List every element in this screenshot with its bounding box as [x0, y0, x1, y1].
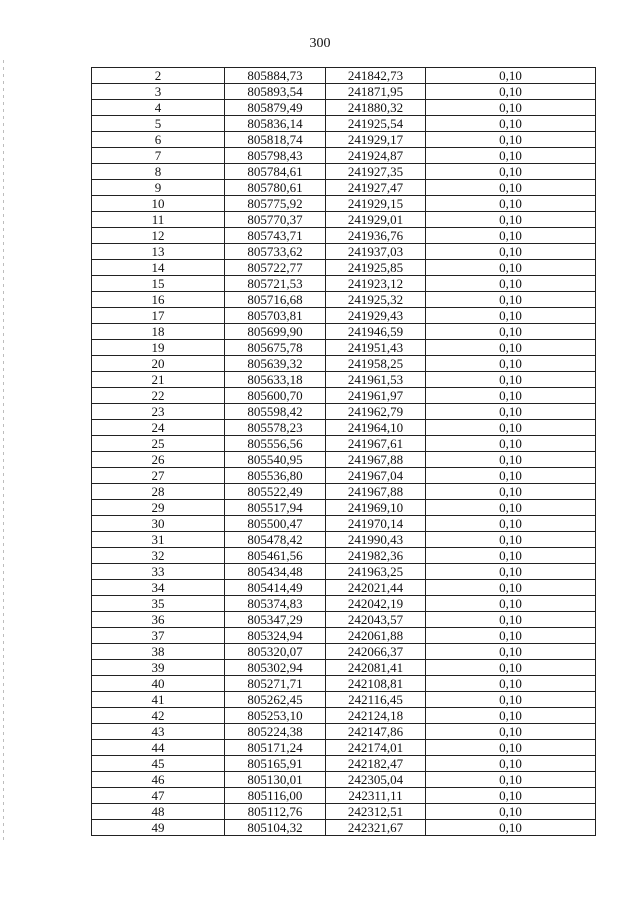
error-cell: 0,10 — [426, 772, 596, 788]
point-number-cell: 44 — [92, 740, 225, 756]
y-coordinate-cell: 242311,11 — [326, 788, 426, 804]
point-number-cell: 22 — [92, 388, 225, 404]
x-coordinate-cell: 805675,78 — [225, 340, 326, 356]
x-coordinate-cell: 805716,68 — [225, 292, 326, 308]
point-number-cell: 28 — [92, 484, 225, 500]
error-cell: 0,10 — [426, 564, 596, 580]
x-coordinate-cell: 805600,70 — [225, 388, 326, 404]
y-coordinate-cell: 242174,01 — [326, 740, 426, 756]
point-number-cell: 24 — [92, 420, 225, 436]
error-cell: 0,10 — [426, 500, 596, 516]
error-cell: 0,10 — [426, 68, 596, 84]
point-number-cell: 38 — [92, 644, 225, 660]
y-coordinate-cell: 241946,59 — [326, 324, 426, 340]
point-number-cell: 47 — [92, 788, 225, 804]
table-row — [92, 516, 596, 532]
y-coordinate-cell: 242042,19 — [326, 596, 426, 612]
x-coordinate-cell: 805171,24 — [225, 740, 326, 756]
error-cell: 0,10 — [426, 804, 596, 820]
x-coordinate-cell: 805818,74 — [225, 132, 326, 148]
error-cell: 0,10 — [426, 308, 596, 324]
error-cell: 0,10 — [426, 132, 596, 148]
y-coordinate-cell: 242305,04 — [326, 772, 426, 788]
y-coordinate-cell: 241958,25 — [326, 356, 426, 372]
table-row — [92, 276, 596, 292]
table-row — [92, 356, 596, 372]
table-row — [92, 772, 596, 788]
y-coordinate-cell: 242043,57 — [326, 612, 426, 628]
x-coordinate-cell: 805253,10 — [225, 708, 326, 724]
x-coordinate-cell: 805556,56 — [225, 436, 326, 452]
y-coordinate-cell: 242312,51 — [326, 804, 426, 820]
point-number-cell: 37 — [92, 628, 225, 644]
error-cell: 0,10 — [426, 484, 596, 500]
point-number-cell: 18 — [92, 324, 225, 340]
y-coordinate-cell: 241842,73 — [326, 68, 426, 84]
point-number-cell: 25 — [92, 436, 225, 452]
x-coordinate-cell: 805461,56 — [225, 548, 326, 564]
error-cell: 0,10 — [426, 644, 596, 660]
x-coordinate-cell: 805775,92 — [225, 196, 326, 212]
error-cell: 0,10 — [426, 84, 596, 100]
error-cell: 0,10 — [426, 452, 596, 468]
error-cell: 0,10 — [426, 228, 596, 244]
y-coordinate-cell: 241967,04 — [326, 468, 426, 484]
x-coordinate-cell: 805224,38 — [225, 724, 326, 740]
point-number-cell: 40 — [92, 676, 225, 692]
table-row — [92, 436, 596, 452]
x-coordinate-cell: 805798,43 — [225, 148, 326, 164]
point-number-cell: 9 — [92, 180, 225, 196]
y-coordinate-cell: 241871,95 — [326, 84, 426, 100]
error-cell: 0,10 — [426, 612, 596, 628]
error-cell: 0,10 — [426, 756, 596, 772]
table-row — [92, 420, 596, 436]
point-number-cell: 5 — [92, 116, 225, 132]
point-number-cell: 29 — [92, 500, 225, 516]
y-coordinate-cell: 241929,17 — [326, 132, 426, 148]
point-number-cell: 45 — [92, 756, 225, 772]
table-row — [92, 788, 596, 804]
table-row — [92, 644, 596, 660]
error-cell: 0,10 — [426, 628, 596, 644]
x-coordinate-cell: 805522,49 — [225, 484, 326, 500]
y-coordinate-cell: 241923,12 — [326, 276, 426, 292]
x-coordinate-cell: 805540,95 — [225, 452, 326, 468]
x-coordinate-cell: 805836,14 — [225, 116, 326, 132]
y-coordinate-cell: 241929,15 — [326, 196, 426, 212]
point-number-cell: 27 — [92, 468, 225, 484]
point-number-cell: 48 — [92, 804, 225, 820]
table-row — [92, 756, 596, 772]
point-number-cell: 33 — [92, 564, 225, 580]
table-row — [92, 676, 596, 692]
y-coordinate-cell: 242066,37 — [326, 644, 426, 660]
point-number-cell: 17 — [92, 308, 225, 324]
y-coordinate-cell: 242061,88 — [326, 628, 426, 644]
table-row — [92, 804, 596, 820]
table-row — [92, 244, 596, 260]
x-coordinate-cell: 805780,61 — [225, 180, 326, 196]
error-cell: 0,10 — [426, 516, 596, 532]
error-cell: 0,10 — [426, 820, 596, 836]
point-number-cell: 42 — [92, 708, 225, 724]
error-cell: 0,10 — [426, 676, 596, 692]
x-coordinate-cell: 805639,32 — [225, 356, 326, 372]
point-number-cell: 4 — [92, 100, 225, 116]
x-coordinate-cell: 805517,94 — [225, 500, 326, 516]
y-coordinate-cell: 241969,10 — [326, 500, 426, 516]
y-coordinate-cell: 242182,47 — [326, 756, 426, 772]
error-cell: 0,10 — [426, 196, 596, 212]
y-coordinate-cell: 242147,86 — [326, 724, 426, 740]
x-coordinate-cell: 805770,37 — [225, 212, 326, 228]
table-row — [92, 84, 596, 100]
table-row — [92, 820, 596, 836]
error-cell: 0,10 — [426, 212, 596, 228]
y-coordinate-cell: 242116,45 — [326, 692, 426, 708]
table-row — [92, 708, 596, 724]
y-coordinate-cell: 241951,43 — [326, 340, 426, 356]
point-number-cell: 20 — [92, 356, 225, 372]
y-coordinate-cell: 241963,25 — [326, 564, 426, 580]
x-coordinate-cell: 805104,32 — [225, 820, 326, 836]
error-cell: 0,10 — [426, 180, 596, 196]
table-row — [92, 228, 596, 244]
error-cell: 0,10 — [426, 596, 596, 612]
table-row — [92, 692, 596, 708]
error-cell: 0,10 — [426, 244, 596, 260]
error-cell: 0,10 — [426, 388, 596, 404]
point-number-cell: 39 — [92, 660, 225, 676]
y-coordinate-cell: 242081,41 — [326, 660, 426, 676]
error-cell: 0,10 — [426, 164, 596, 180]
y-coordinate-cell: 242108,81 — [326, 676, 426, 692]
y-coordinate-cell: 242124,18 — [326, 708, 426, 724]
error-cell: 0,10 — [426, 468, 596, 484]
point-number-cell: 2 — [92, 68, 225, 84]
y-coordinate-cell: 241929,43 — [326, 308, 426, 324]
x-coordinate-cell: 805478,42 — [225, 532, 326, 548]
x-coordinate-cell: 805598,42 — [225, 404, 326, 420]
y-coordinate-cell: 241964,10 — [326, 420, 426, 436]
y-coordinate-cell: 241925,54 — [326, 116, 426, 132]
y-coordinate-cell: 241925,32 — [326, 292, 426, 308]
error-cell: 0,10 — [426, 404, 596, 420]
table-row — [92, 308, 596, 324]
point-number-cell: 13 — [92, 244, 225, 260]
error-cell: 0,10 — [426, 708, 596, 724]
point-number-cell: 19 — [92, 340, 225, 356]
x-coordinate-cell: 805414,49 — [225, 580, 326, 596]
table-row — [92, 740, 596, 756]
table-row — [92, 580, 596, 596]
point-number-cell: 32 — [92, 548, 225, 564]
point-number-cell: 7 — [92, 148, 225, 164]
x-coordinate-cell: 805262,45 — [225, 692, 326, 708]
y-coordinate-cell: 241961,53 — [326, 372, 426, 388]
point-number-cell: 41 — [92, 692, 225, 708]
point-number-cell: 8 — [92, 164, 225, 180]
y-coordinate-cell: 241880,32 — [326, 100, 426, 116]
point-number-cell: 26 — [92, 452, 225, 468]
x-coordinate-cell: 805879,49 — [225, 100, 326, 116]
x-coordinate-cell: 805500,47 — [225, 516, 326, 532]
error-cell: 0,10 — [426, 788, 596, 804]
x-coordinate-cell: 805130,01 — [225, 772, 326, 788]
error-cell: 0,10 — [426, 116, 596, 132]
x-coordinate-cell: 805434,48 — [225, 564, 326, 580]
point-number-cell: 49 — [92, 820, 225, 836]
table-row — [92, 132, 596, 148]
error-cell: 0,10 — [426, 356, 596, 372]
y-coordinate-cell: 241927,47 — [326, 180, 426, 196]
table-row — [92, 116, 596, 132]
y-coordinate-cell: 242321,67 — [326, 820, 426, 836]
table-row — [92, 724, 596, 740]
error-cell: 0,10 — [426, 724, 596, 740]
table-row — [92, 164, 596, 180]
error-cell: 0,10 — [426, 260, 596, 276]
y-coordinate-cell: 241967,61 — [326, 436, 426, 452]
error-cell: 0,10 — [426, 340, 596, 356]
x-coordinate-cell: 805722,77 — [225, 260, 326, 276]
x-coordinate-cell: 805703,81 — [225, 308, 326, 324]
error-cell: 0,10 — [426, 580, 596, 596]
table-row — [92, 628, 596, 644]
x-coordinate-cell: 805893,54 — [225, 84, 326, 100]
error-cell: 0,10 — [426, 292, 596, 308]
x-coordinate-cell: 805112,76 — [225, 804, 326, 820]
error-cell: 0,10 — [426, 324, 596, 340]
scan-edge-mark — [3, 60, 4, 840]
point-number-cell: 12 — [92, 228, 225, 244]
table-row — [92, 260, 596, 276]
table-row — [92, 660, 596, 676]
table-row — [92, 148, 596, 164]
x-coordinate-cell: 805271,71 — [225, 676, 326, 692]
x-coordinate-cell: 805743,71 — [225, 228, 326, 244]
table-row — [92, 196, 596, 212]
x-coordinate-cell: 805116,00 — [225, 788, 326, 804]
error-cell: 0,10 — [426, 372, 596, 388]
table-row — [92, 564, 596, 580]
x-coordinate-cell: 805633,18 — [225, 372, 326, 388]
error-cell: 0,10 — [426, 420, 596, 436]
table-row — [92, 452, 596, 468]
error-cell: 0,10 — [426, 148, 596, 164]
x-coordinate-cell: 805721,53 — [225, 276, 326, 292]
x-coordinate-cell: 805699,90 — [225, 324, 326, 340]
x-coordinate-cell: 805784,61 — [225, 164, 326, 180]
y-coordinate-cell: 241924,87 — [326, 148, 426, 164]
x-coordinate-cell: 805578,23 — [225, 420, 326, 436]
y-coordinate-cell: 241970,14 — [326, 516, 426, 532]
y-coordinate-cell: 241927,35 — [326, 164, 426, 180]
y-coordinate-cell: 241990,43 — [326, 532, 426, 548]
table-row — [92, 484, 596, 500]
point-number-cell: 23 — [92, 404, 225, 420]
x-coordinate-cell: 805165,91 — [225, 756, 326, 772]
y-coordinate-cell: 241961,97 — [326, 388, 426, 404]
coordinates-table-body — [92, 68, 596, 836]
table-row — [92, 324, 596, 340]
x-coordinate-cell: 805733,62 — [225, 244, 326, 260]
table-row — [92, 180, 596, 196]
table-row — [92, 468, 596, 484]
x-coordinate-cell: 805324,94 — [225, 628, 326, 644]
table-row — [92, 532, 596, 548]
y-coordinate-cell: 241929,01 — [326, 212, 426, 228]
point-number-cell: 30 — [92, 516, 225, 532]
point-number-cell: 35 — [92, 596, 225, 612]
error-cell: 0,10 — [426, 436, 596, 452]
x-coordinate-cell: 805347,29 — [225, 612, 326, 628]
point-number-cell: 31 — [92, 532, 225, 548]
point-number-cell: 43 — [92, 724, 225, 740]
y-coordinate-cell: 241936,76 — [326, 228, 426, 244]
error-cell: 0,10 — [426, 548, 596, 564]
point-number-cell: 34 — [92, 580, 225, 596]
point-number-cell: 6 — [92, 132, 225, 148]
table-row — [92, 404, 596, 420]
error-cell: 0,10 — [426, 532, 596, 548]
x-coordinate-cell: 805320,07 — [225, 644, 326, 660]
point-number-cell: 15 — [92, 276, 225, 292]
y-coordinate-cell: 241967,88 — [326, 484, 426, 500]
y-coordinate-cell: 241937,03 — [326, 244, 426, 260]
point-number-cell: 21 — [92, 372, 225, 388]
point-number-cell: 14 — [92, 260, 225, 276]
y-coordinate-cell: 241982,36 — [326, 548, 426, 564]
table-row — [92, 68, 596, 84]
table-row — [92, 372, 596, 388]
error-cell: 0,10 — [426, 660, 596, 676]
y-coordinate-cell: 242021,44 — [326, 580, 426, 596]
table-row — [92, 100, 596, 116]
point-number-cell: 46 — [92, 772, 225, 788]
point-number-cell: 36 — [92, 612, 225, 628]
y-coordinate-cell: 241925,85 — [326, 260, 426, 276]
table-row — [92, 388, 596, 404]
error-cell: 0,10 — [426, 276, 596, 292]
table-row — [92, 596, 596, 612]
point-number-cell: 3 — [92, 84, 225, 100]
error-cell: 0,10 — [426, 740, 596, 756]
point-number-cell: 10 — [92, 196, 225, 212]
table-row — [92, 340, 596, 356]
x-coordinate-cell: 805536,80 — [225, 468, 326, 484]
coordinates-table — [91, 67, 596, 836]
point-number-cell: 16 — [92, 292, 225, 308]
table-row — [92, 292, 596, 308]
table-row — [92, 212, 596, 228]
y-coordinate-cell: 241967,88 — [326, 452, 426, 468]
table-row — [92, 548, 596, 564]
x-coordinate-cell: 805302,94 — [225, 660, 326, 676]
x-coordinate-cell: 805884,73 — [225, 68, 326, 84]
page-number: 300 — [309, 36, 331, 51]
point-number-cell: 11 — [92, 212, 225, 228]
error-cell: 0,10 — [426, 100, 596, 116]
y-coordinate-cell: 241962,79 — [326, 404, 426, 420]
x-coordinate-cell: 805374,83 — [225, 596, 326, 612]
table-row — [92, 500, 596, 516]
error-cell: 0,10 — [426, 692, 596, 708]
table-row — [92, 612, 596, 628]
